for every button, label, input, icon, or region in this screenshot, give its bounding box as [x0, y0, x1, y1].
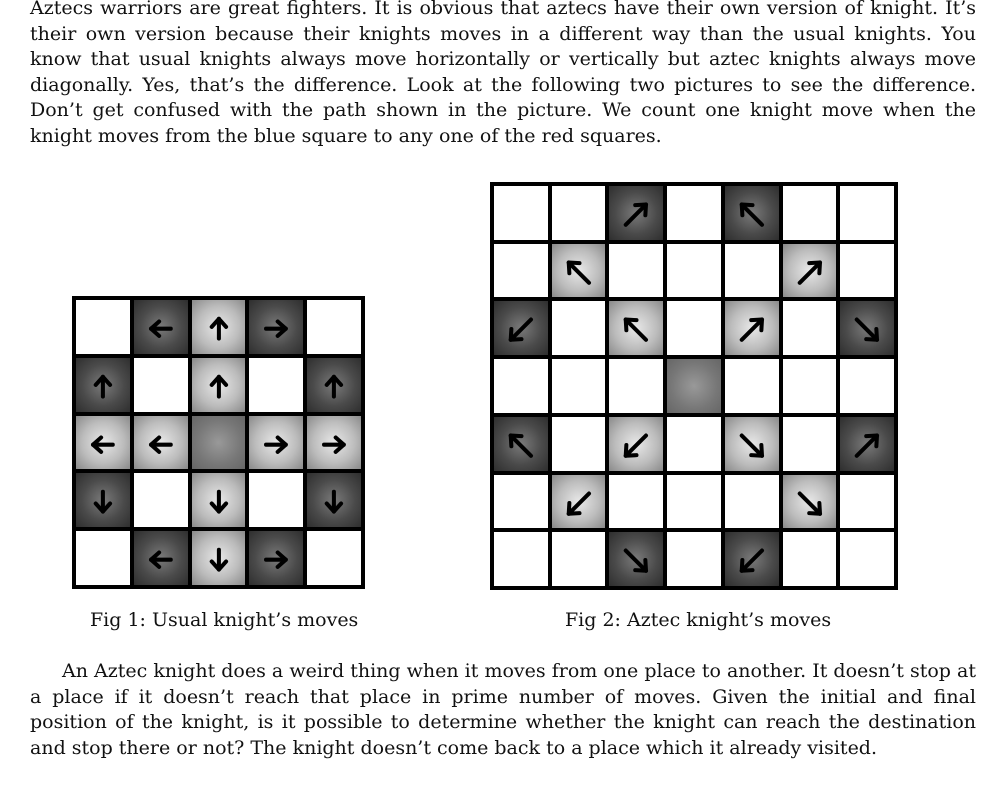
fig1-square [76, 358, 130, 412]
fig1-square [76, 300, 130, 354]
fig2-square [725, 186, 779, 240]
intro-paragraph: Aztecs warriors are great fighters. It is obvious that aztecs have their own version of knight. It’s their own version because their knights moves in a different way than the usual knights. You know that usual knights always move horizontally or vertically but aztec knights always move diagonally. Yes, that’s the difference. Look at the following two pictures to see the difference. Don’t get confused with the path shown in the picture. We count one knight move when the knight moves from the blue square to any one of the red squares. [30, 0, 976, 147]
fig1-square [134, 300, 188, 354]
usual-knight-board [72, 296, 365, 589]
problem-paragraph: An Aztec knight does a weird thing when it moves from one place to another. It doesn’t stop at a place if it doesn’t reach that place in prime number of moves. Given the initial and final position of the knight, is it possible to determine whether the knight can reach the destination and stop there or not? The knight doesn’t come back to a place which it already visited. [30, 660, 976, 759]
fig2-square [783, 417, 837, 471]
fig1-square [249, 473, 303, 527]
fig1-square [134, 531, 188, 585]
fig2-square [494, 301, 548, 355]
fig2-square [667, 532, 721, 586]
fig2-square [667, 244, 721, 298]
fig1-square [192, 473, 246, 527]
fig1-square [134, 473, 188, 527]
fig2-square [667, 417, 721, 471]
fig2-square [494, 417, 548, 471]
fig2-square [609, 244, 663, 298]
fig1-square [307, 473, 361, 527]
fig2-square [725, 532, 779, 586]
fig2-square [783, 359, 837, 413]
fig2-square [840, 532, 894, 586]
fig2-square [667, 186, 721, 240]
fig2-knight-square [667, 359, 721, 413]
fig1-square [134, 416, 188, 470]
fig2-square [667, 475, 721, 529]
fig2-square [840, 186, 894, 240]
fig2-square [783, 244, 837, 298]
fig2-square [840, 359, 894, 413]
fig1-knight-square [192, 416, 246, 470]
fig1-square [134, 358, 188, 412]
fig1-square [307, 531, 361, 585]
fig2-square [840, 301, 894, 355]
fig1-square [76, 473, 130, 527]
fig2-square [552, 532, 606, 586]
fig2-square [783, 186, 837, 240]
fig2-square [494, 532, 548, 586]
fig2-square [725, 417, 779, 471]
fig2-square [552, 301, 606, 355]
fig2-square [609, 532, 663, 586]
fig1-square [192, 531, 246, 585]
fig2-square [609, 301, 663, 355]
fig2-square [609, 417, 663, 471]
fig2-square [840, 417, 894, 471]
fig2-caption: Fig 2: Aztec knight’s moves [565, 609, 832, 631]
fig2-square [725, 244, 779, 298]
fig1-square [249, 416, 303, 470]
fig2-square [494, 359, 548, 413]
fig2-square [725, 359, 779, 413]
fig1-square [307, 416, 361, 470]
fig1-square [249, 531, 303, 585]
fig2-square [552, 359, 606, 413]
fig2-square [609, 186, 663, 240]
fig2-square [725, 475, 779, 529]
fig2-square [725, 301, 779, 355]
fig2-square [552, 475, 606, 529]
fig2-square [783, 301, 837, 355]
fig1-square [76, 416, 130, 470]
fig2-square [494, 244, 548, 298]
fig1-square [192, 300, 246, 354]
fig1-square [307, 300, 361, 354]
fig2-square [494, 475, 548, 529]
fig2-square [783, 475, 837, 529]
fig1-caption: Fig 1: Usual knight’s moves [90, 609, 359, 631]
fig1-square [249, 358, 303, 412]
fig2-square [783, 532, 837, 586]
aztec-knight-board [490, 182, 898, 590]
fig1-square [307, 358, 361, 412]
fig2-square [552, 186, 606, 240]
fig1-square [192, 358, 246, 412]
fig2-square [667, 301, 721, 355]
fig2-square [552, 417, 606, 471]
fig2-square [494, 186, 548, 240]
fig2-square [552, 244, 606, 298]
fig1-square [249, 300, 303, 354]
fig2-square [840, 244, 894, 298]
fig2-square [840, 475, 894, 529]
fig2-square [609, 359, 663, 413]
fig1-square [76, 531, 130, 585]
fig2-square [609, 475, 663, 529]
